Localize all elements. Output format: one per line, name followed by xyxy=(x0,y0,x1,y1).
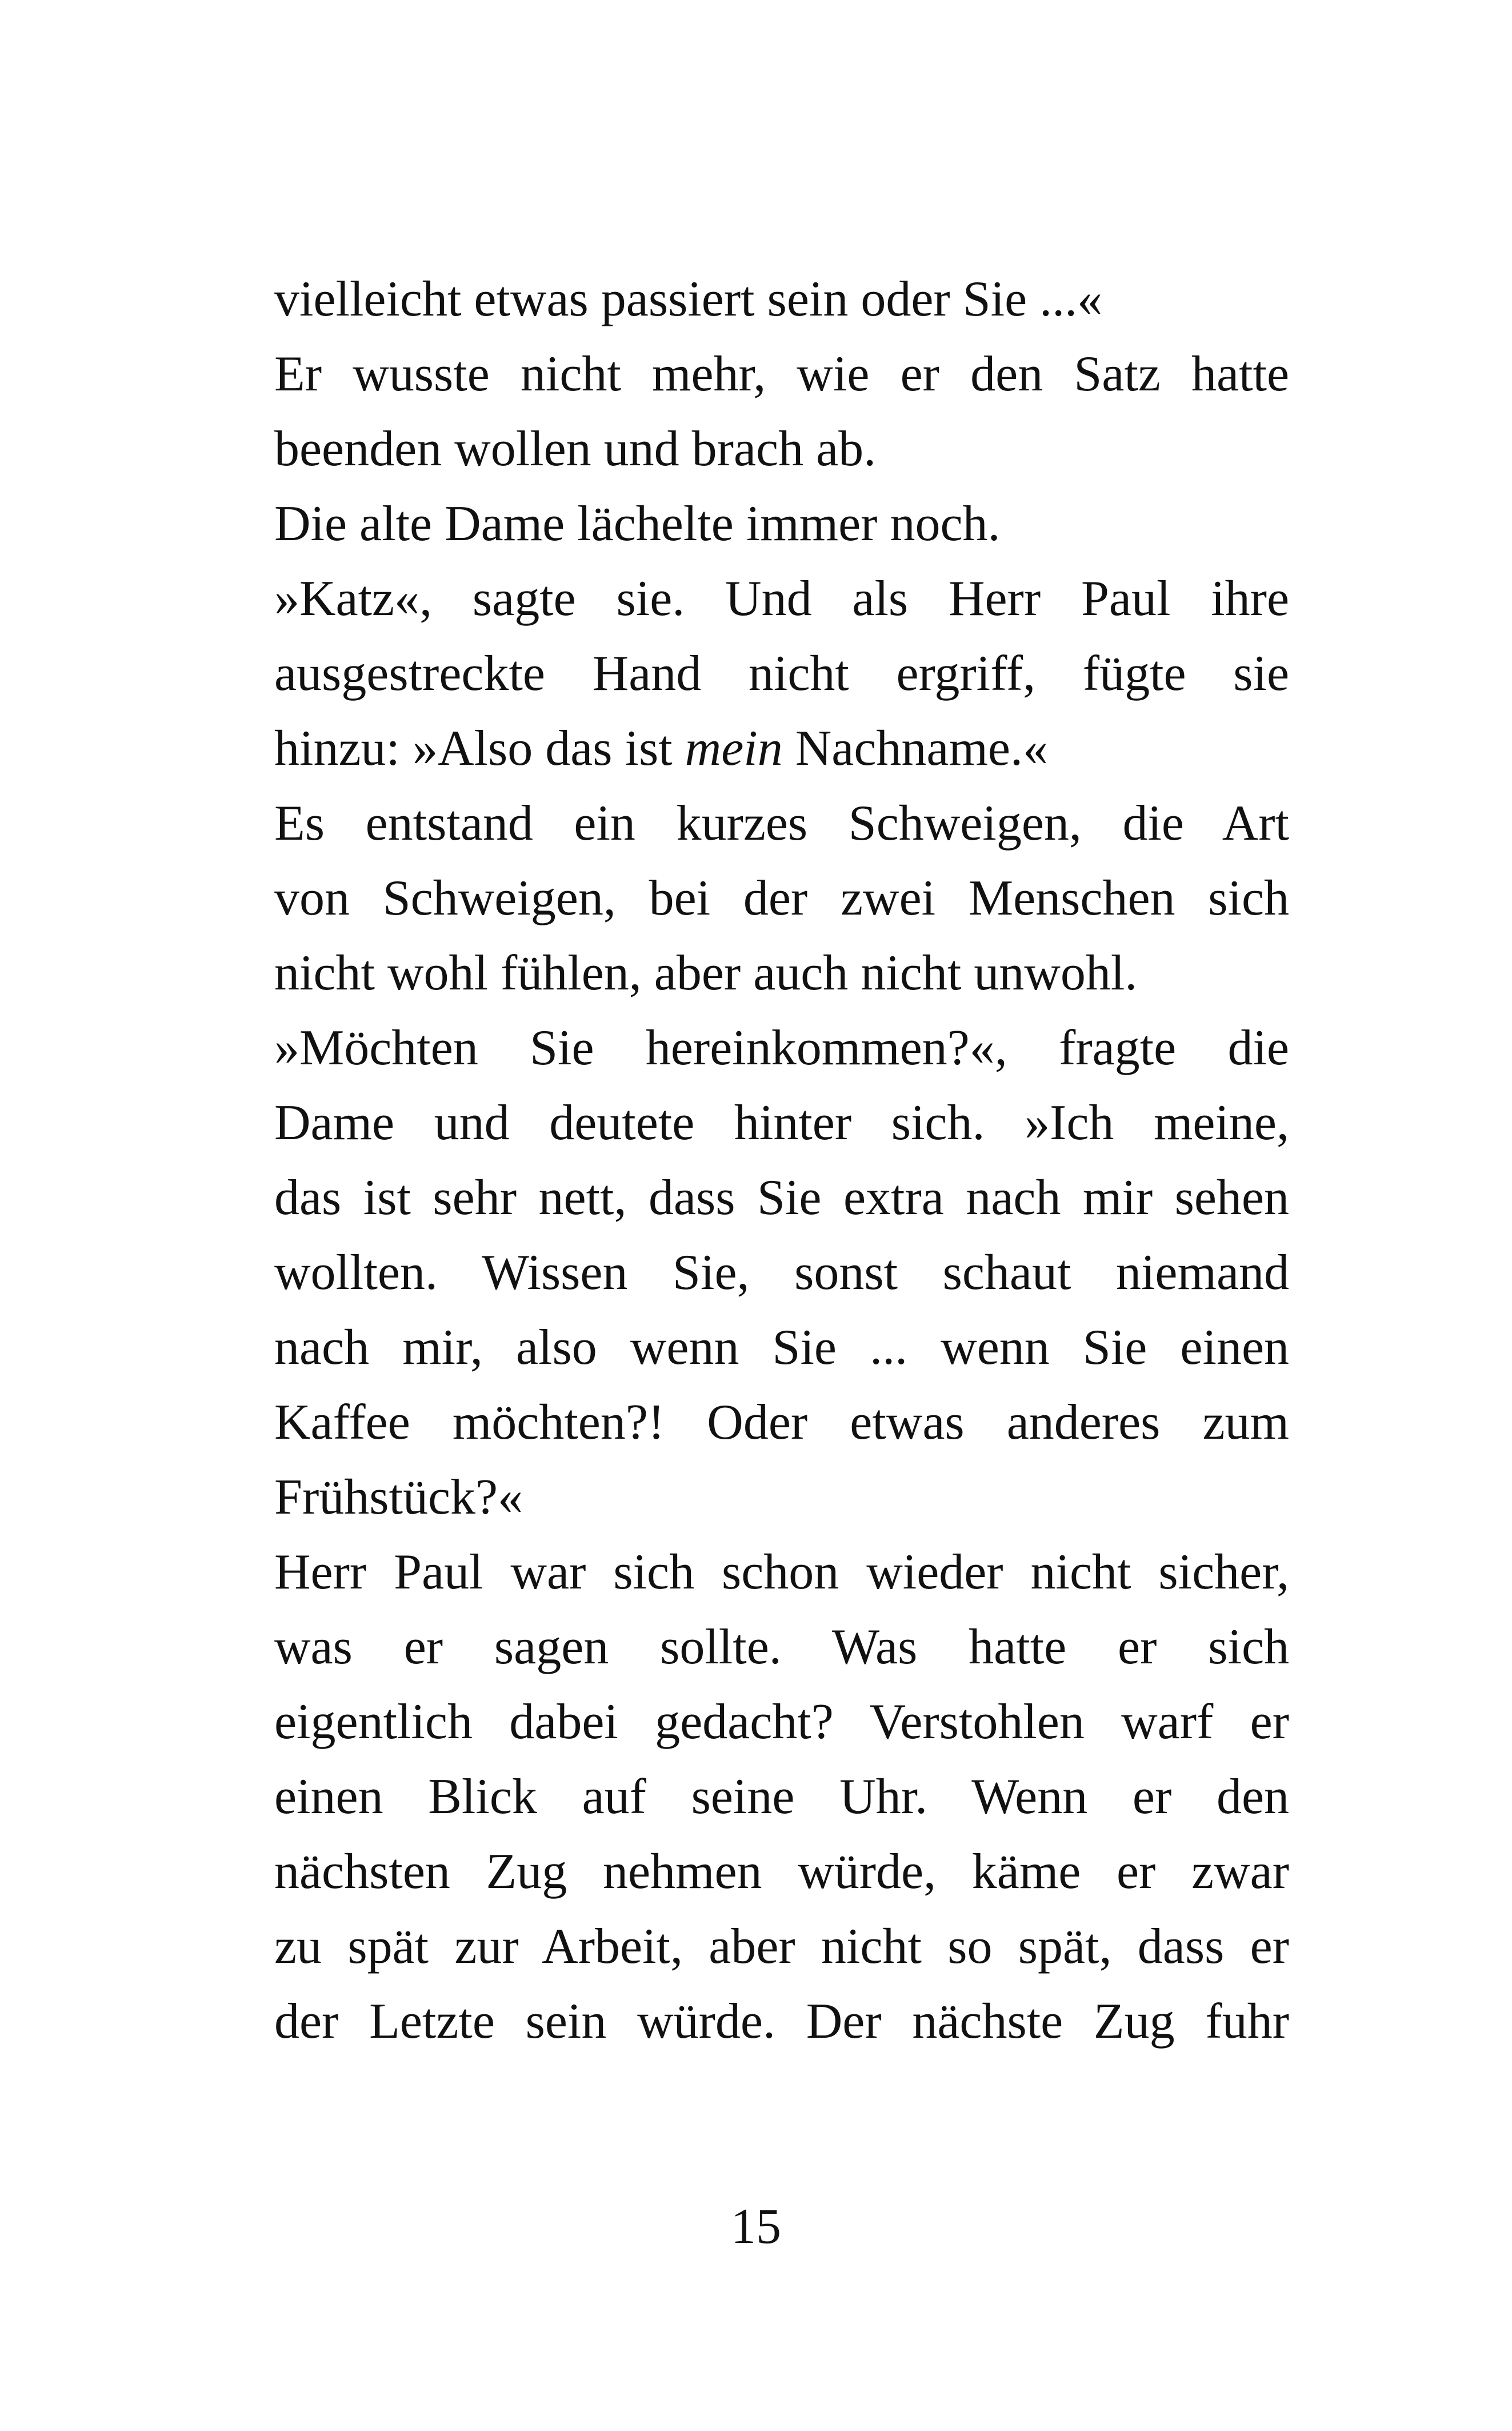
text-line: was er sagen sollte. Was hatte er sich xyxy=(274,1619,1289,1675)
text-line: beenden wollen und brach ab. xyxy=(274,421,877,477)
text-line: Dame und deutete hinter sich. »Ich meine, xyxy=(274,1095,1289,1151)
emphasized-word: mein xyxy=(685,721,783,776)
text-line: vielleicht etwas passiert sein oder Sie ...« xyxy=(274,272,1103,327)
text-line: der Letzte sein würde. Der nächste Zug fuhr xyxy=(274,1994,1289,2049)
text-line: nicht wohl fühlen, aber auch nicht unwohl. xyxy=(274,945,1138,1001)
text-line: eigentlich dabei gedacht? Verstohlen warf er xyxy=(274,1694,1289,1750)
text-line: nächsten Zug nehmen würde, käme er zwar xyxy=(274,1844,1289,1899)
text-line: hinzu: »Also das ist mein Nachname.« xyxy=(274,721,1048,776)
text-line: wollten. Wissen Sie, sonst schaut niemand xyxy=(274,1245,1289,1300)
text-line: nach mir, also wenn Sie ... wenn Sie einen xyxy=(274,1320,1289,1375)
text-line: Es entstand ein kurzes Schweigen, die Art xyxy=(274,796,1289,851)
text-line: zu spät zur Arbeit, aber nicht so spät, dass er xyxy=(274,1919,1289,1974)
text-line: Die alte Dame lächelte immer noch. xyxy=(274,496,1001,552)
text-line: ausgestreckte Hand nicht ergriff, fügte sie xyxy=(274,646,1289,701)
text-line: Kaffee möchten?! Oder etwas anderes zum xyxy=(274,1395,1289,1450)
body-text xyxy=(274,262,1289,2059)
text-line: Herr Paul war sich schon wieder nicht sicher, xyxy=(274,1544,1289,1600)
page-number: 15 xyxy=(731,2199,781,2254)
text-line: »Katz«, sagte sie. Und als Herr Paul ihre xyxy=(274,571,1289,626)
text-line: das ist sehr nett, dass Sie extra nach mir sehen xyxy=(274,1170,1289,1226)
text-line: einen Blick auf seine Uhr. Wenn er den xyxy=(274,1769,1289,1825)
text-line: Er wusste nicht mehr, wie er den Satz hatte xyxy=(274,346,1289,402)
text-line: »Möchten Sie hereinkommen?«, fragte die xyxy=(274,1020,1289,1076)
text-line: von Schweigen, bei der zwei Menschen sich xyxy=(274,871,1289,926)
text-line: Frühstück?« xyxy=(274,1470,523,1525)
